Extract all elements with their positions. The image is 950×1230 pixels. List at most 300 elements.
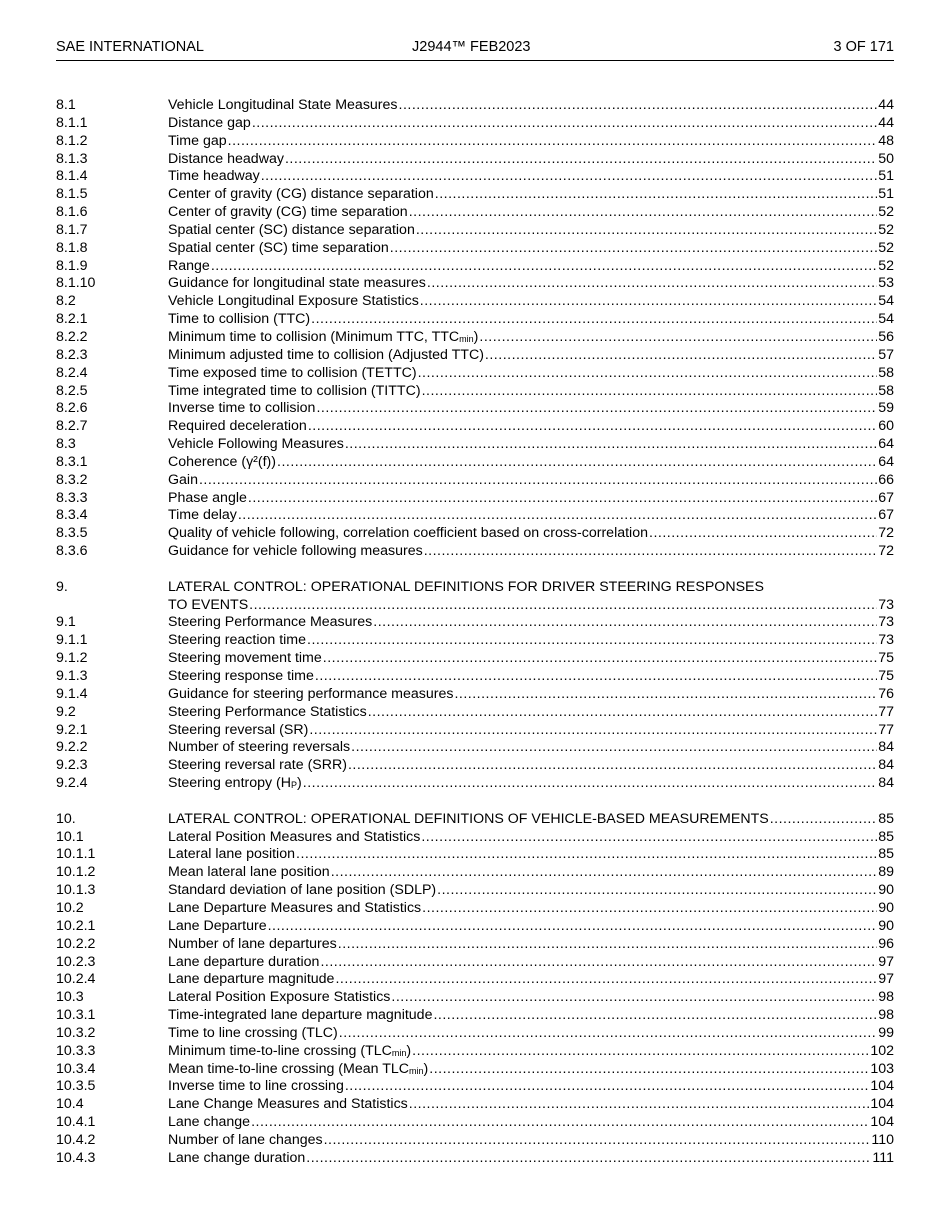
section-title <box>168 1061 428 1080</box>
section-title <box>168 1007 432 1025</box>
toc-entry[interactable] <box>56 436 894 454</box>
toc-entry[interactable] <box>56 418 894 436</box>
toc-entry[interactable] <box>56 936 894 954</box>
section-title-text: Steering Performance Measures <box>168 614 373 631</box>
dot-leader <box>308 418 877 436</box>
toc-entry[interactable] <box>56 597 894 615</box>
section-title-text: Lateral Position Measures and Statistics <box>168 828 421 845</box>
section-title <box>168 989 390 1007</box>
section-number: 8.1.9 <box>56 257 88 274</box>
section-title <box>168 258 210 276</box>
page-reference[interactable]: 98 <box>878 1007 894 1024</box>
page-reference[interactable]: 54 <box>878 293 894 310</box>
toc-spacer <box>56 561 894 579</box>
toc-entry[interactable] <box>56 311 894 329</box>
page-reference[interactable]: 56 <box>878 328 894 345</box>
page-reference[interactable]: 75 <box>878 650 894 667</box>
page-reference[interactable]: 102 <box>870 1042 894 1059</box>
section-number: 10.2.2 <box>56 935 96 952</box>
section-number: 10.4.3 <box>56 1149 96 1166</box>
dot-leader <box>228 133 878 151</box>
page-reference[interactable]: 64 <box>878 453 894 470</box>
toc-entry[interactable] <box>56 614 894 632</box>
toc-entry[interactable] <box>56 954 894 972</box>
section-title-text: Time-integrated lane departure magnitude <box>168 1007 433 1024</box>
section-title <box>168 954 319 972</box>
section-title-text: Vehicle Following Measures <box>168 436 344 453</box>
dot-leader <box>277 454 877 472</box>
section-title-text: TO EVENTS <box>168 596 249 613</box>
section-title-text: LATERAL CONTROL: OPERATIONAL DEFINITIONS OF VEHICLE-BASED MEASUREMENTS <box>168 810 769 827</box>
dot-leader <box>454 686 877 704</box>
toc-entry[interactable] <box>56 971 894 989</box>
page-reference[interactable]: 85 <box>878 810 894 827</box>
dot-leader <box>422 383 878 401</box>
section-title-text: Number of lane departures <box>168 935 337 952</box>
toc-entry-line <box>168 1061 894 1080</box>
page-reference[interactable]: 59 <box>878 400 894 417</box>
toc-entry-line <box>168 971 894 989</box>
section-number: 8.2 <box>56 293 76 310</box>
dot-leader <box>211 258 877 276</box>
toc-entry-line <box>168 293 894 311</box>
page-reference[interactable]: 90 <box>878 917 894 934</box>
toc-entry[interactable] <box>56 775 894 793</box>
page-reference[interactable]: 76 <box>878 685 894 702</box>
section-title-suffix: ) <box>473 328 479 345</box>
toc-entry-line <box>168 329 894 348</box>
toc-entry-line <box>168 168 894 186</box>
section-title-subscript: P <box>291 780 298 791</box>
page-reference[interactable]: 98 <box>878 989 894 1006</box>
section-number: 9.1.1 <box>56 632 88 649</box>
dot-leader <box>251 1114 869 1132</box>
toc-entry-line <box>168 900 894 918</box>
section-title-text: Lane Change Measures and Statistics <box>168 1096 408 1113</box>
section-number: 8.2.3 <box>56 346 88 363</box>
page-reference[interactable]: 111 <box>872 1149 894 1166</box>
section-title <box>168 775 302 794</box>
toc-entry[interactable] <box>56 275 894 293</box>
page-reference[interactable]: 60 <box>878 418 894 435</box>
toc-entry[interactable] <box>56 97 894 115</box>
page-reference[interactable]: 57 <box>878 346 894 363</box>
section-title <box>168 454 276 472</box>
section-title <box>168 400 315 418</box>
section-title <box>168 811 769 829</box>
toc-entry[interactable] <box>56 1007 894 1025</box>
toc-entry-line <box>168 365 894 383</box>
section-title-text: Mean time-to-line crossing (Mean TLC <box>168 1060 410 1077</box>
section-number: 10.1.1 <box>56 846 96 863</box>
section-number: 9.2.2 <box>56 739 88 756</box>
toc-entry[interactable] <box>56 525 894 543</box>
page-reference[interactable]: 52 <box>878 221 894 238</box>
page-reference[interactable]: 52 <box>878 204 894 221</box>
toc-entry[interactable] <box>56 918 894 936</box>
page-reference[interactable]: 72 <box>878 543 894 560</box>
section-title: LATERAL CONTROL: OPERATIONAL DEFINITIONS FOR DRIVER STEERING RESPONSES <box>168 578 764 595</box>
section-title-text: Steering reaction time <box>168 632 307 649</box>
section-title <box>168 365 417 383</box>
page-reference[interactable]: 104 <box>870 1096 894 1113</box>
section-title <box>168 133 227 151</box>
toc-entry[interactable] <box>56 490 894 508</box>
toc-entry[interactable] <box>56 882 894 900</box>
section-title-text: Lane Departure Measures and Statistics <box>168 899 422 916</box>
section-title-text: Lane departure duration <box>168 953 320 970</box>
page-reference[interactable]: 51 <box>878 186 894 203</box>
section-title-text: Standard deviation of lane position (SDLP) <box>168 882 437 899</box>
page-reference[interactable]: 51 <box>878 168 894 185</box>
toc-entry[interactable] <box>56 151 894 169</box>
page-reference[interactable]: 104 <box>870 1078 894 1095</box>
page-reference[interactable]: 84 <box>878 739 894 756</box>
toc-entry-line <box>168 1132 894 1150</box>
section-number: 8.2.7 <box>56 418 88 435</box>
dot-leader <box>324 1132 871 1150</box>
dot-leader <box>435 186 877 204</box>
section-title <box>168 115 251 133</box>
toc-entry[interactable] <box>56 365 894 383</box>
toc-entry[interactable] <box>56 1061 894 1079</box>
page-reference[interactable]: 48 <box>878 132 894 149</box>
section-title <box>168 525 648 543</box>
section-number: 9.1.4 <box>56 685 88 702</box>
page-reference[interactable]: 44 <box>878 97 894 113</box>
dot-leader <box>424 543 878 561</box>
toc-entry[interactable] <box>56 704 894 722</box>
page-reference[interactable]: 67 <box>878 489 894 506</box>
section-title-text: Center of gravity (CG) time separation <box>168 204 408 221</box>
toc-entry-line <box>168 436 894 454</box>
toc-entry[interactable] <box>56 133 894 151</box>
toc-entry[interactable] <box>56 1078 894 1096</box>
section-number: 10.3.2 <box>56 1024 96 1041</box>
toc-entry[interactable] <box>56 1132 894 1150</box>
section-number: 8.3.6 <box>56 543 88 560</box>
dot-leader <box>348 757 877 775</box>
section-number: 8.2.2 <box>56 328 88 345</box>
page-reference[interactable]: 75 <box>878 668 894 684</box>
section-title-text: Minimum adjusted time to collision (Adjusted TTC) <box>168 346 484 363</box>
toc-entry[interactable] <box>56 632 894 650</box>
page-reference[interactable]: 50 <box>878 150 894 167</box>
dot-leader <box>485 347 877 365</box>
dot-leader <box>296 846 877 864</box>
toc-entry-line <box>168 846 894 864</box>
toc-entry[interactable] <box>56 347 894 365</box>
section-number: 10.4.2 <box>56 1131 96 1148</box>
section-number: 9.2 <box>56 703 76 720</box>
page-reference[interactable]: 52 <box>878 257 894 274</box>
dot-leader <box>437 882 877 900</box>
toc-entry[interactable] <box>56 543 894 561</box>
toc-entry-line <box>168 525 894 543</box>
toc-entry[interactable] <box>56 329 894 347</box>
dot-leader <box>479 329 877 347</box>
section-title <box>168 472 198 490</box>
dot-leader <box>427 275 877 293</box>
section-title-text: Lane Departure <box>168 917 267 934</box>
toc-entry-line <box>168 133 894 151</box>
toc-entry[interactable] <box>56 240 894 258</box>
toc-entry-line <box>168 918 894 936</box>
dot-leader <box>345 436 877 454</box>
page-reference[interactable]: 85 <box>878 846 894 863</box>
toc-entry-line <box>168 311 894 329</box>
toc-entry-line <box>168 597 894 615</box>
dot-leader <box>429 1061 869 1079</box>
section-title-text: Inverse time to collision <box>168 400 316 417</box>
section-title <box>168 722 308 740</box>
section-number: 8.1.2 <box>56 132 88 149</box>
toc-entry[interactable] <box>56 204 894 222</box>
section-title <box>168 757 347 775</box>
toc-entry[interactable] <box>56 579 894 597</box>
toc-entry-line <box>168 258 894 276</box>
page-reference[interactable]: 97 <box>878 971 894 988</box>
dot-leader <box>409 1096 870 1114</box>
dot-leader <box>418 365 878 383</box>
toc-entry-line <box>168 954 894 972</box>
dot-leader <box>420 293 877 311</box>
section-title-text: Lane departure magnitude <box>168 971 335 988</box>
section-title <box>168 275 426 293</box>
section-number: 10.4 <box>56 1096 84 1113</box>
section-title <box>168 739 350 757</box>
toc-entry[interactable] <box>56 186 894 204</box>
section-title <box>168 829 420 847</box>
page-reference[interactable]: 90 <box>878 899 894 916</box>
toc-entry[interactable] <box>56 846 894 864</box>
section-title-text: Vehicle Longitudinal Exposure Statistics <box>168 293 419 310</box>
toc-entry[interactable] <box>56 900 894 918</box>
section-title <box>168 918 267 936</box>
dot-leader <box>416 222 877 240</box>
section-number: 8.2.1 <box>56 311 88 328</box>
page-reference[interactable]: 84 <box>878 757 894 774</box>
section-title-text: Steering movement time <box>168 650 322 667</box>
section-title <box>168 882 436 900</box>
toc-entry[interactable] <box>56 668 894 686</box>
dot-leader <box>649 525 877 543</box>
section-number: 10.1 <box>56 828 84 845</box>
toc-entry-line <box>168 775 894 794</box>
dot-leader <box>391 989 877 1007</box>
toc-entry[interactable] <box>56 864 894 882</box>
page-reference[interactable]: 73 <box>878 596 894 613</box>
dot-leader <box>249 597 877 615</box>
dot-leader <box>248 490 877 508</box>
section-title <box>168 971 334 989</box>
page-reference[interactable]: 73 <box>878 614 894 631</box>
section-title-text: Quality of vehicle following, correlation coefficient based on cross-correlation <box>168 525 648 542</box>
section-title-text: Vehicle Longitudinal State Measures <box>168 97 398 113</box>
toc-entry[interactable] <box>56 989 894 1007</box>
section-title <box>168 597 248 615</box>
toc-entry-line <box>168 186 894 204</box>
toc-entry-line <box>168 275 894 293</box>
section-title-text: Lateral Position Exposure Statistics <box>168 989 391 1006</box>
toc-entry[interactable] <box>56 811 894 829</box>
toc-entry[interactable] <box>56 454 894 472</box>
toc-entry-line <box>168 472 894 490</box>
section-title <box>168 293 419 311</box>
section-title-text: Time integrated time to collision (TITTC) <box>168 382 421 399</box>
section-number: 8.1.10 <box>56 275 96 292</box>
section-number: 8.1.8 <box>56 239 88 256</box>
page-reference[interactable]: 54 <box>878 311 894 328</box>
section-title <box>168 97 398 115</box>
dot-leader <box>199 472 877 490</box>
section-title-subscript: min <box>459 333 474 344</box>
dot-leader <box>368 704 878 722</box>
page-reference[interactable]: 110 <box>871 1131 894 1148</box>
section-title <box>168 1132 323 1150</box>
section-title <box>168 936 337 954</box>
section-title-subscript: min <box>391 1047 407 1058</box>
page-reference[interactable]: 66 <box>878 471 894 488</box>
toc-entry-line <box>168 1007 894 1025</box>
section-title-text: Phase angle <box>168 489 247 506</box>
section-title-text: Steering reversal rate (SRR) <box>168 757 347 774</box>
page-reference[interactable]: 44 <box>878 114 894 131</box>
page-reference[interactable]: 96 <box>878 935 894 952</box>
toc-entry-line <box>168 722 894 740</box>
toc-entry[interactable] <box>56 739 894 757</box>
section-number: 8.2.5 <box>56 382 88 399</box>
section-number: 10.1.3 <box>56 882 96 899</box>
toc-entry[interactable] <box>56 650 894 668</box>
dot-leader <box>261 168 877 186</box>
page-reference[interactable]: 72 <box>878 525 894 542</box>
section-title <box>168 490 247 508</box>
toc-entry[interactable] <box>56 115 894 133</box>
toc-entry[interactable] <box>56 829 894 847</box>
toc-entry[interactable] <box>56 722 894 740</box>
section-title <box>168 347 484 365</box>
dot-leader <box>345 1078 869 1096</box>
page-header <box>56 38 894 61</box>
toc-entry[interactable] <box>56 1150 894 1168</box>
dot-leader <box>390 240 877 258</box>
section-number: 8.2.4 <box>56 364 88 381</box>
section-title <box>168 614 372 632</box>
section-number: 8.1.7 <box>56 221 88 238</box>
section-title-text: Gain <box>168 471 198 488</box>
section-title <box>168 543 423 561</box>
page-reference[interactable]: 67 <box>878 507 894 524</box>
toc-entry[interactable] <box>56 472 894 490</box>
toc-entry[interactable] <box>56 1043 894 1061</box>
section-number: 8.1.6 <box>56 204 88 221</box>
toc-entry-line <box>168 204 894 222</box>
page-reference[interactable]: 90 <box>878 882 894 899</box>
page-reference[interactable]: 53 <box>878 275 894 292</box>
page-reference[interactable]: 84 <box>878 775 894 792</box>
toc-entry-line <box>168 1096 894 1114</box>
page-reference[interactable]: 52 <box>878 239 894 256</box>
dot-leader <box>285 151 877 169</box>
toc-entry[interactable] <box>56 400 894 418</box>
page-reference[interactable]: 104 <box>870 1114 894 1131</box>
toc-entry-line <box>168 543 894 561</box>
toc-entry-line <box>168 97 894 115</box>
section-title <box>168 240 389 258</box>
toc-entry-line <box>168 811 894 829</box>
section-number: 10.2.3 <box>56 953 96 970</box>
document-id: J2944™ FEB2023 <box>412 39 531 55</box>
toc-entry-line <box>168 454 894 472</box>
toc-entry[interactable] <box>56 1096 894 1114</box>
section-title <box>168 846 295 864</box>
page-reference[interactable]: 73 <box>878 632 894 649</box>
section-title-text: Lateral lane position <box>168 846 295 863</box>
section-number: 10.3 <box>56 989 84 1006</box>
toc-entry[interactable] <box>56 168 894 186</box>
page-reference[interactable]: 99 <box>878 1024 894 1041</box>
dot-leader <box>316 400 877 418</box>
section-number: 10.3.5 <box>56 1078 96 1095</box>
toc-entry-line <box>168 686 894 704</box>
dot-leader <box>252 115 877 133</box>
dot-leader <box>306 1150 871 1168</box>
toc-entry-line <box>168 704 894 722</box>
dot-leader <box>338 936 877 954</box>
page-reference[interactable]: 58 <box>878 364 894 381</box>
section-title <box>168 686 453 704</box>
page-reference[interactable]: 85 <box>878 828 894 845</box>
section-title-text: Distance headway <box>168 150 284 167</box>
section-number: 9. <box>56 578 68 595</box>
section-number: 10.1.2 <box>56 864 96 881</box>
toc-entry[interactable] <box>56 507 894 525</box>
dot-leader <box>422 900 877 918</box>
toc-entry-line <box>168 383 894 401</box>
toc-entry[interactable] <box>56 383 894 401</box>
toc-entry[interactable] <box>56 258 894 276</box>
section-title-text: Range <box>168 257 210 274</box>
dot-leader <box>399 97 878 115</box>
toc-entry[interactable] <box>56 293 894 311</box>
toc-entry[interactable] <box>56 757 894 775</box>
section-number: 8.3.5 <box>56 525 88 542</box>
page-reference[interactable]: 77 <box>878 721 894 738</box>
page-reference[interactable]: 89 <box>878 864 894 881</box>
toc-entry[interactable] <box>56 1114 894 1132</box>
page-reference[interactable]: 64 <box>878 436 894 453</box>
section-title-text: Spatial center (SC) distance separation <box>168 221 415 238</box>
section-title-text: Steering Performance Statistics <box>168 703 367 720</box>
section-number: 9.2.3 <box>56 757 88 774</box>
dot-leader <box>770 811 878 829</box>
page-reference[interactable]: 103 <box>870 1060 894 1077</box>
toc-entry[interactable] <box>56 686 894 704</box>
toc-entry[interactable] <box>56 222 894 240</box>
page-reference[interactable]: 97 <box>878 953 894 970</box>
page-reference[interactable]: 77 <box>878 703 894 720</box>
section-title <box>168 704 367 722</box>
page-reference[interactable]: 58 <box>878 382 894 399</box>
section-title <box>168 1114 250 1132</box>
section-title <box>168 186 434 204</box>
toc-entry-line <box>168 989 894 1007</box>
toc-entry-line <box>168 1114 894 1132</box>
toc-entry[interactable] <box>56 1025 894 1043</box>
toc-entry-line <box>168 882 894 900</box>
toc-entry-line <box>168 936 894 954</box>
